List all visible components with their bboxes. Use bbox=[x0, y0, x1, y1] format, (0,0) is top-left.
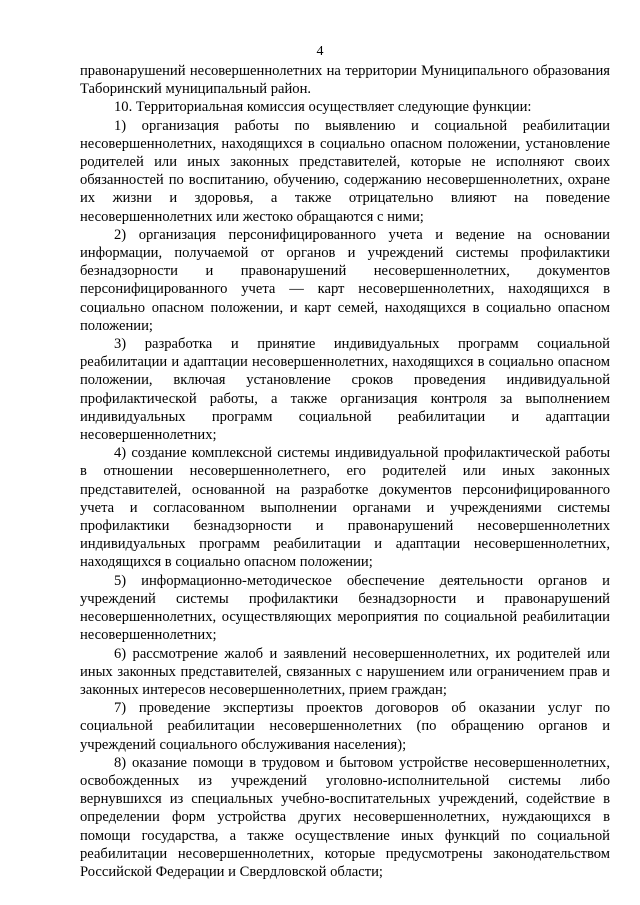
paragraph-item-8: 8) оказание помощи в трудовом и бытовом устройстве несовершеннолетних, освобожденных из учреждений уголовно-исполнительной системы либо вернувшихся из специальных учебно-воспитательных учреждений, содействие в определении форм устройства других несовершеннолетних, нуждающихся в помощи государства, а также осуществление иных функций по социальной реабилитации несовершеннолетних, которые предусмотрены законодательством Российской Федерации и Свердловской области; bbox=[80, 754, 610, 880]
paragraph-item-4: 4) создание комплексной системы индивидуальной профилактической работы в отношении несовершеннолетнего, его родителей или иных законных представителей, основанной на разработке документов персонифицированного учета и согласованном выполнении органами и учреждениями системы профилактики безнадзорности и правонарушений несовершеннолетних индивидуальных программ реабилитации и адаптации несовершеннолетних, находящихся в социально опасном положении; bbox=[80, 445, 610, 571]
paragraph-item-2: 2) организация персонифицированного учета и ведение на основании информации, получаемой от органов и учреждений системы профилактики безнадзорности и правонарушений несовершеннолетних, документов персонифицированного учета — карт несовершеннолетних, находящихся в социально опасном положении, и карт семей, находящихся в социально опасном положении; bbox=[80, 226, 610, 334]
paragraph-item-6: 6) рассмотрение жалоб и заявлений несовершеннолетних, их родителей или иных законных представителей, связанных с нарушением или ограничением прав и законных интересов несовершеннолетних, прием граждан; bbox=[80, 645, 610, 698]
paragraph-continuation: правонарушений несовершеннолетних на территории Муниципального образования Таборинский муниципальный район. bbox=[80, 63, 610, 98]
page-number: 4 bbox=[316, 44, 324, 59]
paragraph-item-1: 1) организация работы по выявлению и социальной реабилитации несовершеннолетних, находящихся в социально опасном положении, установление родителей или иных законных представителей, которые не исполняют своих обязанностей по воспитанию, обучению, содержанию несовершеннолетних, охране их жизни и здоровья, а также отрицательно влияют на поведение несовершеннолетних или жестоко обращаются с ними; bbox=[80, 117, 610, 225]
document-body bbox=[80, 62, 610, 881]
paragraph-item-5: 5) информационно-методическое обеспечение деятельности органов и учреждений системы профилактики безнадзорности и правонарушений несовершеннолетних, осуществляющих мероприятия по социальной реабилитации несовершеннолетних; bbox=[80, 572, 610, 644]
paragraph-section-10: 10. Территориальная комиссия осуществляет следующие функции: bbox=[114, 99, 532, 116]
paragraph-item-3: 3) разработка и принятие индивидуальных программ социальной реабилитации и адаптации несовершеннолетних, находящихся в социально опасном положении, включая установление сроков проведения индивидуальной профилактической работы, а также организация контроля за выполнением индивидуальных программ социальной реабилитации и адаптации несовершеннолетних; bbox=[80, 336, 610, 444]
paragraph-item-7: 7) проведение экспертизы проектов договоров об оказании услуг по социальной реабилитации несовершеннолетних (по обращению органов и учреждений социального обслуживания населения); bbox=[80, 700, 610, 753]
